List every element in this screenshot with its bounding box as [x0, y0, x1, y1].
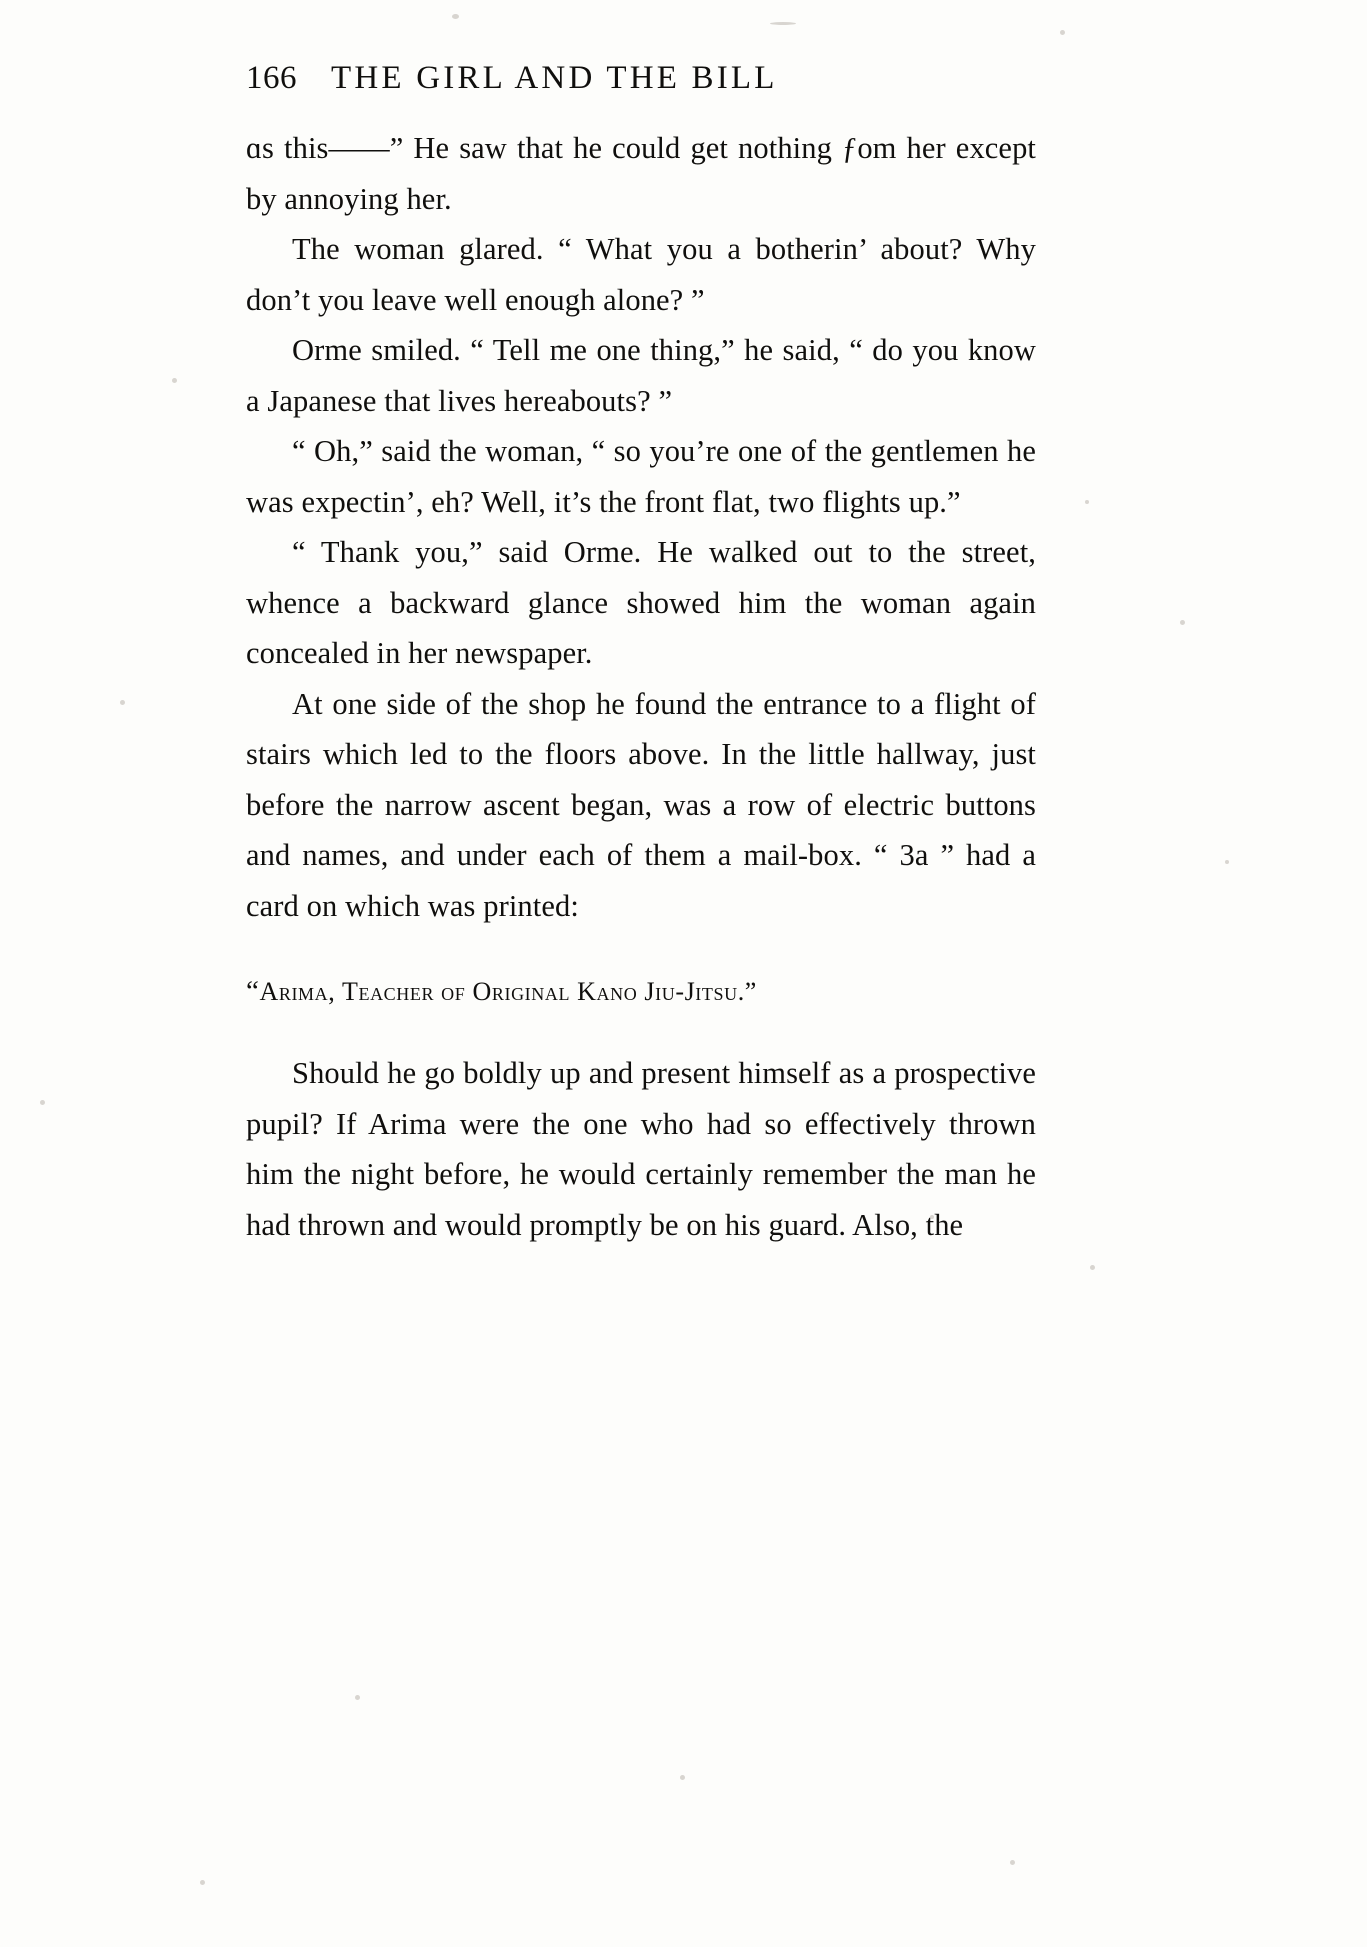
paper-speck: [172, 378, 177, 383]
paper-speck: [452, 14, 459, 19]
paragraph: Orme smiled. “ Tell me one thing,” he said, “ do you know a Japanese that lives hereabouts? ”: [246, 333, 1036, 418]
paragraph: The woman glared. “ What you a botherin’ about? Why don’t you leave well enough alone? ”: [246, 232, 1036, 317]
paper-speck: [1010, 1860, 1015, 1865]
quoted-card-text: [246, 969, 1036, 1014]
paper-speck: [355, 1695, 360, 1700]
page-content: [246, 60, 1036, 1250]
quote-open-mark: “: [246, 975, 260, 1007]
paper-speck: [770, 22, 796, 25]
card-inscription: Arima, Teacher of Original Kano Jiu-Jitsu.”: [259, 977, 757, 1006]
page-header: [246, 60, 1036, 97]
paragraph: “ Oh,” said the woman, “ so you’re one of the gentlemen he was expectin’, eh? Well, it’s the front flat, two flights up.”: [246, 434, 1036, 519]
paragraph: At one side of the shop he found the entrance to a flight of stairs which led to the floors above. In the little hallway, just before the narrow ascent began, was a row of electric buttons and names, and under each of them a mail-box. “ 3a ” had a card on which was printed:: [246, 686, 1036, 923]
paragraph: Should he go boldly up and present himself as a prospective pupil? If Arima were the one who had so effectively thrown him the night before, he would certainly remember the man he had thrown and would promptly be on his guard. Also, the: [246, 1056, 1036, 1242]
paper-speck: [680, 1775, 685, 1780]
paragraph: ɑs this——” He saw that he could get nothing ƒom her except by annoying her.: [246, 131, 1036, 216]
paper-speck: [200, 1880, 205, 1885]
paper-speck: [40, 1100, 45, 1105]
paper-speck: [1225, 860, 1229, 864]
paper-speck: [1090, 1265, 1095, 1270]
running-head: THE GIRL AND THE BILL: [331, 60, 778, 96]
page-number: 166: [246, 60, 297, 96]
paper-speck: [1180, 620, 1185, 625]
paragraph: “ Thank you,” said Orme. He walked out to the street, whence a backward glance showed him the woman again concealed in her newspaper.: [246, 535, 1036, 670]
paper-speck: [120, 700, 125, 705]
paper-speck: [1085, 500, 1089, 504]
paper-speck: [1060, 30, 1065, 35]
